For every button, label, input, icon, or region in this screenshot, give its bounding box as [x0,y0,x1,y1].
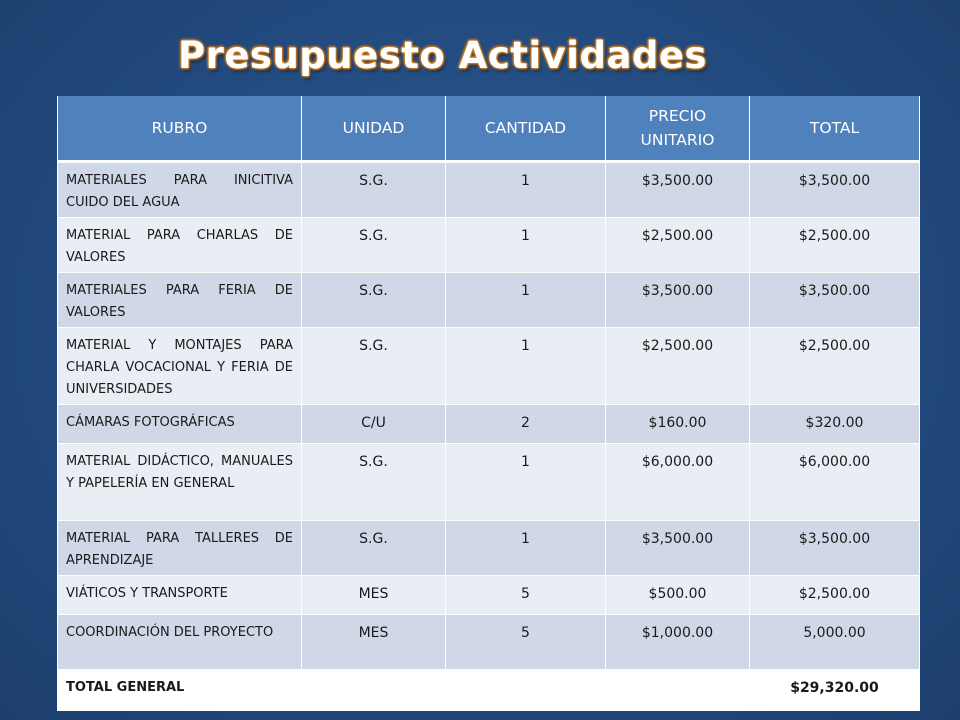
cell-total: $3,500.00 [750,273,920,328]
cell-unidad: MES [302,615,446,670]
header-precio-unitario: PRECIO UNITARIO [606,96,750,162]
total-row [58,670,920,711]
table-header-row [58,96,920,162]
table-row [58,444,920,521]
cell-unidad: S.G. [302,218,446,273]
cell-rubro: MATERIAL Y MONTAJES PARA CHARLA VOCACIONAL Y FERIA DE UNIVERSIDADES [58,328,302,405]
cell-total: $2,500.00 [750,576,920,615]
header-unidad: UNIDAD [302,96,446,162]
table-row [58,615,920,670]
total-empty-cell [606,670,750,711]
cell-cantidad: 2 [446,405,606,444]
header-total: TOTAL [750,96,920,162]
cell-rubro: VIÁTICOS Y TRANSPORTE [58,576,302,615]
table-row [58,328,920,405]
cell-cantidad: 1 [446,162,606,218]
cell-rubro: MATERIAL PARA TALLERES DE APRENDIZAJE [58,521,302,576]
cell-rubro: MATERIALES PARA INICITIVA CUIDO DEL AGUA [58,162,302,218]
cell-precio: $6,000.00 [606,444,750,521]
cell-precio: $3,500.00 [606,162,750,218]
cell-total: $2,500.00 [750,218,920,273]
cell-rubro: CÁMARAS FOTOGRÁFICAS [58,405,302,444]
cell-cantidad: 1 [446,218,606,273]
header-rubro: RUBRO [58,96,302,162]
table-row [58,576,920,615]
cell-total: $3,500.00 [750,162,920,218]
cell-precio: $2,500.00 [606,218,750,273]
cell-unidad: S.G. [302,162,446,218]
cell-rubro: MATERIAL DIDÁCTICO, MANUALES Y PAPELERÍA EN GENERAL [58,444,302,521]
cell-total: $320.00 [750,405,920,444]
table-row [58,273,920,328]
grand-total-value: $29,320.00 [750,670,920,711]
cell-cantidad: 5 [446,576,606,615]
page-title: Presupuesto Actividades [177,34,708,77]
cell-total: 5,000.00 [750,615,920,670]
table-row [58,405,920,444]
cell-unidad: C/U [302,405,446,444]
total-empty-cell [446,670,606,711]
cell-unidad: S.G. [302,273,446,328]
cell-unidad: S.G. [302,328,446,405]
cell-cantidad: 1 [446,273,606,328]
total-label: TOTAL GENERAL [58,670,302,711]
cell-cantidad: 1 [446,328,606,405]
cell-unidad: S.G. [302,521,446,576]
budget-table [57,96,920,711]
cell-precio: $2,500.00 [606,328,750,405]
cell-total: $2,500.00 [750,328,920,405]
header-cantidad: CANTIDAD [446,96,606,162]
cell-cantidad: 5 [446,615,606,670]
table-row [58,521,920,576]
total-empty-cell [302,670,446,711]
cell-precio: $3,500.00 [606,273,750,328]
table-row [58,162,920,218]
cell-precio: $3,500.00 [606,521,750,576]
cell-precio: $1,000.00 [606,615,750,670]
cell-total: $6,000.00 [750,444,920,521]
cell-rubro: MATERIAL PARA CHARLAS DE VALORES [58,218,302,273]
cell-unidad: MES [302,576,446,615]
cell-total: $3,500.00 [750,521,920,576]
cell-cantidad: 1 [446,521,606,576]
cell-unidad: S.G. [302,444,446,521]
cell-precio: $160.00 [606,405,750,444]
table-row [58,218,920,273]
cell-cantidad: 1 [446,444,606,521]
cell-rubro: MATERIALES PARA FERIA DE VALORES [58,273,302,328]
cell-rubro: COORDINACIÓN DEL PROYECTO [58,615,302,670]
cell-precio: $500.00 [606,576,750,615]
